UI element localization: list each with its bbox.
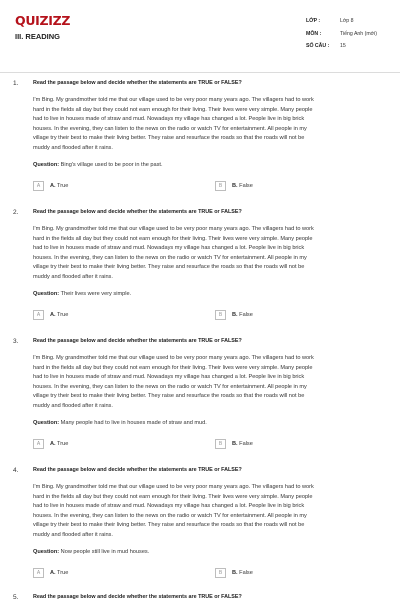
option-text [232,312,253,318]
meta-value: Tiếng Anh (mới) [340,30,377,37]
option-letter-box: A [33,310,44,320]
option-label: A. [50,441,56,447]
question-text: Bing's village used to be poor in the past. [60,162,163,168]
reading-passage: I'm Bing. My grandmother told me that our village used to be very poor many years ago. The villagers had to work hard in the fields all day but they could not earn enough for their living. Their lives were very simple. Many people had to live in houses made of straw and mud. Nowadays my village has changed a lot. People live in big brick houses. In the evening, they can listen to the news on the radio or watch TV for entertainment. All people in my village try their best to make their living better. They raise and resurface the roads so that the roads will not be muddy and flooded after it rains. [33,97,314,151]
option-text [50,183,68,189]
question-instruction: Read the passage below and decide whether the statements are TRUE or FALSE? [33,467,242,473]
option-value: True [57,183,69,189]
question-instruction: Read the passage below and decide whether the statements are TRUE or FALSE? [33,338,242,344]
option-b[interactable] [215,181,253,191]
question-number: 1. [13,80,19,87]
option-letter-box: B [215,439,226,449]
option-letter-box: B [215,310,226,320]
option-a[interactable] [33,310,68,320]
option-label: B. [232,183,238,189]
option-value: False [239,183,253,189]
question-number: 4. [13,467,19,474]
meta-row-count [306,40,377,53]
option-label: A. [50,312,56,318]
question-number: 5. [13,594,19,600]
option-a[interactable] [33,439,68,449]
option-value: True [57,312,69,318]
meta-row-class [306,15,377,28]
option-label: A. [50,570,56,576]
option-letter-box: A [33,181,44,191]
question-text: Their lives were very simple. [60,291,132,297]
option-label: A. [50,183,56,189]
option-text [232,183,253,189]
question-instruction: Read the passage below and decide whether the statements are TRUE or FALSE? [33,80,242,86]
question-number: 2. [13,209,19,216]
option-value: True [57,570,69,576]
question-number: 3. [13,338,19,345]
question-instruction: Read the passage below and decide whether the statements are TRUE or FALSE? [33,209,242,215]
option-b[interactable] [215,439,253,449]
question-label: Question: [33,549,60,555]
meta-value: Lớp 8 [340,18,354,25]
quizizz-logo: QUIZIZZ [15,13,71,28]
worksheet-meta [306,15,377,53]
option-b[interactable] [215,568,253,578]
section-title: III. READING [15,32,61,41]
meta-value: 15 [340,43,346,50]
header-divider [0,72,400,73]
question-statement [33,549,149,555]
option-value: False [239,441,253,447]
meta-row-subject [306,28,377,41]
question-statement [33,420,207,426]
reading-passage: I'm Bing. My grandmother told me that our village used to be very poor many years ago. The villagers had to work hard in the fields all day but they could not earn enough for their living. Their lives were very simple. Many people had to live in houses made of straw and mud. Nowadays my village has changed a lot. People live in big brick houses. In the evening, they can listen to the news on the radio or watch TV for entertainment. All people in my village try their best to make their living better. They raise and resurface the roads so that the roads will not be muddy and flooded after it rains. [33,355,314,409]
question-label: Question: [33,162,60,168]
option-value: False [239,312,253,318]
option-a[interactable] [33,181,68,191]
reading-passage: I'm Bing. My grandmother told me that our village used to be very poor many years ago. The villagers had to work hard in the fields all day but they could not earn enough for their living. Their lives were very simple. Many people had to live in houses made of straw and mud. Nowadays my village has changed a lot. People live in big brick houses. In the evening, they can listen to the news on the radio or watch TV for entertainment. All people in my village try their best to make their living better. They raise and resurface the roads so that the roads will not be muddy and flooded after it rains. [33,484,314,538]
option-text [50,570,68,576]
option-label: B. [232,570,238,576]
page-header [0,0,400,66]
option-value: False [239,570,253,576]
option-text [232,441,253,447]
option-label: B. [232,312,238,318]
meta-label: LỚP : [306,18,321,25]
question-text: Many people had to live in houses made of straw and mud. [60,420,207,426]
option-label: B. [232,441,238,447]
question-statement [33,162,163,168]
question-label: Question: [33,291,60,297]
option-letter-box: B [215,181,226,191]
question-statement [33,291,131,297]
option-letter-box: A [33,439,44,449]
meta-label: SỐ CÂU : [306,43,330,50]
question-label: Question: [33,420,60,426]
option-text [232,570,253,576]
option-text [50,312,68,318]
option-value: True [57,441,69,447]
option-text [50,441,68,447]
option-letter-box: A [33,568,44,578]
meta-label: MÔN : [306,30,322,37]
option-a[interactable] [33,568,68,578]
question-text: Now people still live in mud houses. [60,549,150,555]
option-letter-box: B [215,568,226,578]
question-instruction: Read the passage below and decide whether the statements are TRUE or FALSE? [33,594,242,600]
option-b[interactable] [215,310,253,320]
reading-passage: I'm Bing. My grandmother told me that our village used to be very poor many years ago. The villagers had to work hard in the fields all day but they could not earn enough for their living. Their lives were very simple. Many people had to live in houses made of straw and mud. Nowadays my village has changed a lot. People live in big brick houses. In the evening, they can listen to the news on the radio or watch TV for entertainment. All people in my village try their best to make their living better. They raise and resurface the roads so that the roads will not be muddy and flooded after it rains. [33,226,314,280]
